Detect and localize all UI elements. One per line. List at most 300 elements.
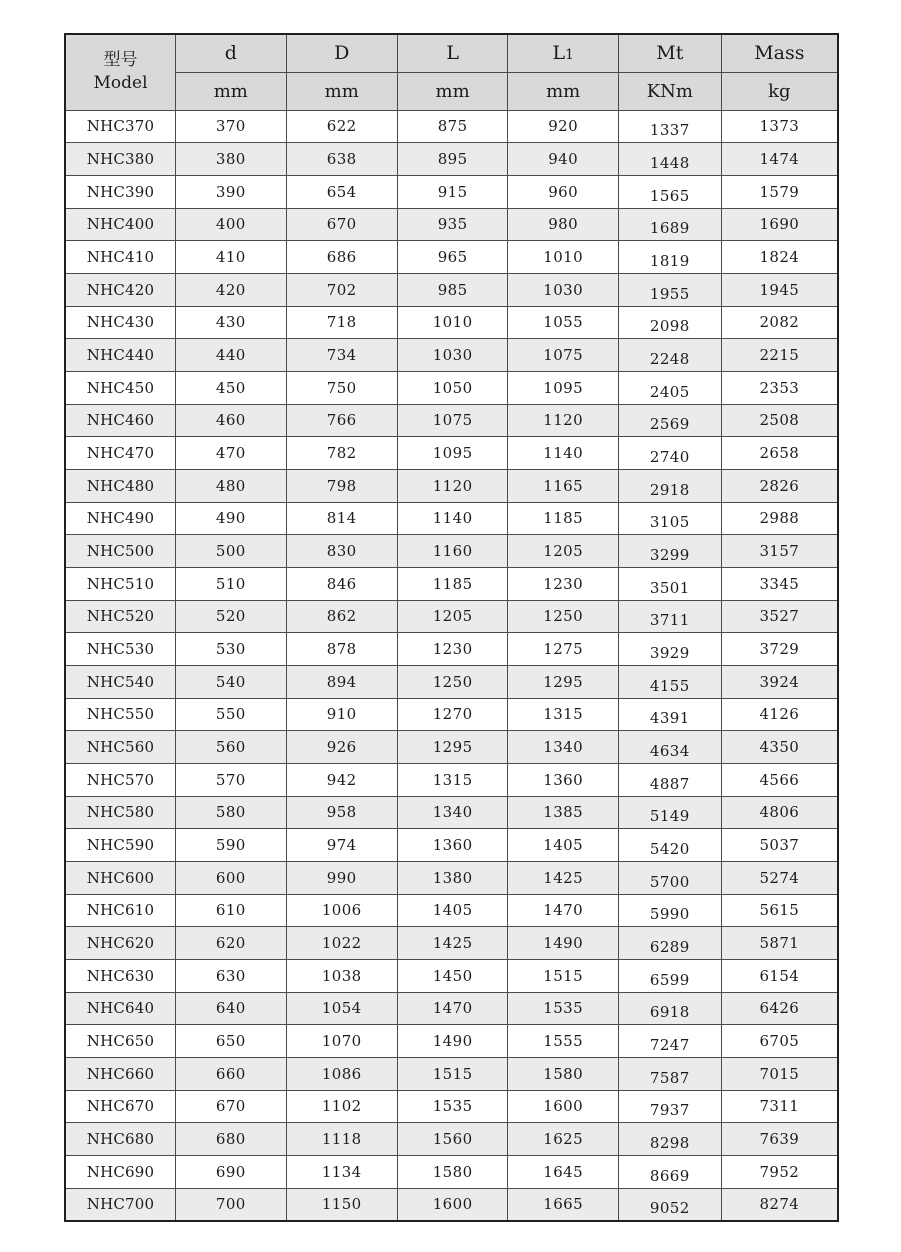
value-cell: 2569: [618, 404, 721, 437]
model-cell: NHC520: [65, 600, 176, 633]
table-row: [65, 927, 838, 960]
value-cell: 1250: [508, 600, 619, 633]
value-cell: 638: [286, 143, 397, 176]
value-cell: 960: [508, 175, 619, 208]
model-cell: NHC670: [65, 1090, 176, 1123]
value-cell: 5274: [721, 861, 838, 894]
value-cell: 1022: [286, 927, 397, 960]
table-body: [65, 110, 838, 1221]
value-cell: 5871: [721, 927, 838, 960]
model-cell: NHC580: [65, 796, 176, 829]
value-cell: 590: [176, 829, 287, 862]
table-row: [65, 175, 838, 208]
value-cell: 4566: [721, 763, 838, 796]
value-cell: 1360: [508, 763, 619, 796]
value-cell: 958: [286, 796, 397, 829]
value-cell: 7247: [618, 1025, 721, 1058]
model-cell: NHC600: [65, 861, 176, 894]
value-cell: 718: [286, 306, 397, 339]
value-cell: 1535: [508, 992, 619, 1025]
model-cell: NHC490: [65, 502, 176, 535]
table-row: [65, 861, 838, 894]
value-cell: 2740: [618, 437, 721, 470]
table-row: [65, 143, 838, 176]
value-cell: 4806: [721, 796, 838, 829]
table-row: [65, 1188, 838, 1221]
model-cell: NHC450: [65, 371, 176, 404]
col-header-label: L: [446, 42, 459, 65]
value-cell: 1425: [508, 861, 619, 894]
value-cell: 570: [176, 763, 287, 796]
model-cell: NHC660: [65, 1057, 176, 1090]
value-cell: 7311: [721, 1090, 838, 1123]
value-cell: 990: [286, 861, 397, 894]
value-cell: 7937: [618, 1090, 721, 1123]
value-cell: 3501: [618, 567, 721, 600]
model-cell: NHC530: [65, 633, 176, 666]
value-cell: 895: [397, 143, 508, 176]
value-cell: 2988: [721, 502, 838, 535]
model-cell: NHC440: [65, 339, 176, 372]
col-header-d: [176, 34, 287, 72]
value-cell: 1315: [397, 763, 508, 796]
value-cell: 1010: [397, 306, 508, 339]
value-cell: 1185: [397, 567, 508, 600]
model-cell: NHC610: [65, 894, 176, 927]
model-cell: NHC370: [65, 110, 176, 143]
value-cell: 1118: [286, 1123, 397, 1156]
value-cell: 766: [286, 404, 397, 437]
value-cell: 2215: [721, 339, 838, 372]
table-row: [65, 633, 838, 666]
value-cell: 798: [286, 469, 397, 502]
value-cell: 5615: [721, 894, 838, 927]
value-cell: 1086: [286, 1057, 397, 1090]
model-cell: NHC640: [65, 992, 176, 1025]
model-cell: NHC390: [65, 175, 176, 208]
unit-header-L: mm: [397, 72, 508, 110]
model-cell: NHC420: [65, 273, 176, 306]
model-cell: NHC510: [65, 567, 176, 600]
value-cell: 915: [397, 175, 508, 208]
value-cell: 935: [397, 208, 508, 241]
unit-header-d: mm: [176, 72, 287, 110]
table-row: [65, 829, 838, 862]
table-row: [65, 371, 838, 404]
table-row: [65, 1025, 838, 1058]
value-cell: 690: [176, 1156, 287, 1189]
model-cell: NHC410: [65, 241, 176, 274]
value-cell: 1555: [508, 1025, 619, 1058]
value-cell: 4126: [721, 698, 838, 731]
value-cell: 3729: [721, 633, 838, 666]
table-row: [65, 959, 838, 992]
value-cell: 1134: [286, 1156, 397, 1189]
value-cell: 654: [286, 175, 397, 208]
value-cell: 686: [286, 241, 397, 274]
value-cell: 6154: [721, 959, 838, 992]
value-cell: 1819: [618, 241, 721, 274]
model-cell: NHC690: [65, 1156, 176, 1189]
value-cell: 1373: [721, 110, 838, 143]
table-row: [65, 241, 838, 274]
table-row: [65, 1123, 838, 1156]
value-cell: 460: [176, 404, 287, 437]
value-cell: 640: [176, 992, 287, 1025]
value-cell: 1385: [508, 796, 619, 829]
value-cell: 1360: [397, 829, 508, 862]
value-cell: 6289: [618, 927, 721, 960]
value-cell: 410: [176, 241, 287, 274]
model-cell: NHC400: [65, 208, 176, 241]
value-cell: 1470: [508, 894, 619, 927]
value-cell: 965: [397, 241, 508, 274]
value-cell: 1945: [721, 273, 838, 306]
value-cell: 862: [286, 600, 397, 633]
value-cell: 500: [176, 535, 287, 568]
model-header-en: Model: [93, 73, 148, 94]
value-cell: 530: [176, 633, 287, 666]
value-cell: 390: [176, 175, 287, 208]
value-cell: 1600: [508, 1090, 619, 1123]
value-cell: 1580: [508, 1057, 619, 1090]
value-cell: 910: [286, 698, 397, 731]
col-header-sub: 1: [565, 47, 574, 64]
value-cell: 1010: [508, 241, 619, 274]
table-row: [65, 600, 838, 633]
col-header-label: D: [334, 42, 350, 65]
model-cell: NHC500: [65, 535, 176, 568]
value-cell: 1565: [618, 175, 721, 208]
value-cell: 670: [286, 208, 397, 241]
value-cell: 370: [176, 110, 287, 143]
value-cell: 1560: [397, 1123, 508, 1156]
model-cell: NHC380: [65, 143, 176, 176]
value-cell: 1690: [721, 208, 838, 241]
col-header-label: L: [552, 42, 566, 65]
value-cell: 2918: [618, 469, 721, 502]
value-cell: 540: [176, 665, 287, 698]
value-cell: 1140: [508, 437, 619, 470]
value-cell: 1150: [286, 1188, 397, 1221]
value-cell: 6599: [618, 959, 721, 992]
model-cell: NHC630: [65, 959, 176, 992]
table-row: [65, 535, 838, 568]
value-cell: 3299: [618, 535, 721, 568]
value-cell: 650: [176, 1025, 287, 1058]
table-row: [65, 469, 838, 502]
value-cell: 420: [176, 273, 287, 306]
value-cell: 2508: [721, 404, 838, 437]
value-cell: 7587: [618, 1057, 721, 1090]
header-row-units: [65, 72, 838, 110]
value-cell: 520: [176, 600, 287, 633]
spec-table: [64, 33, 839, 1222]
value-cell: 1120: [508, 404, 619, 437]
value-cell: 1340: [397, 796, 508, 829]
value-cell: 942: [286, 763, 397, 796]
value-cell: 1095: [397, 437, 508, 470]
value-cell: 1824: [721, 241, 838, 274]
value-cell: 2353: [721, 371, 838, 404]
value-cell: 1050: [397, 371, 508, 404]
value-cell: 4391: [618, 698, 721, 731]
value-cell: 2826: [721, 469, 838, 502]
value-cell: 622: [286, 110, 397, 143]
value-cell: 490: [176, 502, 287, 535]
table-row: [65, 731, 838, 764]
table-row: [65, 339, 838, 372]
value-cell: 670: [176, 1090, 287, 1123]
value-cell: 5420: [618, 829, 721, 862]
value-cell: 1490: [508, 927, 619, 960]
value-cell: 1030: [397, 339, 508, 372]
value-cell: 3929: [618, 633, 721, 666]
value-cell: 1185: [508, 502, 619, 535]
value-cell: 440: [176, 339, 287, 372]
spec-table-container: [64, 33, 839, 1222]
value-cell: 878: [286, 633, 397, 666]
value-cell: 1075: [397, 404, 508, 437]
value-cell: 1230: [508, 567, 619, 600]
col-header-Mt: [618, 34, 721, 72]
value-cell: 5037: [721, 829, 838, 862]
value-cell: 1405: [508, 829, 619, 862]
value-cell: 6705: [721, 1025, 838, 1058]
value-cell: 1102: [286, 1090, 397, 1123]
model-header-cn: 型号: [103, 50, 138, 71]
value-cell: 1295: [508, 665, 619, 698]
value-cell: 2082: [721, 306, 838, 339]
header-row-labels: [65, 34, 838, 72]
model-cell: NHC460: [65, 404, 176, 437]
value-cell: 1055: [508, 306, 619, 339]
value-cell: 1165: [508, 469, 619, 502]
unit-header-Mt: KNm: [618, 72, 721, 110]
value-cell: 480: [176, 469, 287, 502]
col-header-Mass: [721, 34, 838, 72]
value-cell: 620: [176, 927, 287, 960]
col-header-L: [397, 34, 508, 72]
value-cell: 1160: [397, 535, 508, 568]
value-cell: 985: [397, 273, 508, 306]
value-cell: 1580: [397, 1156, 508, 1189]
value-cell: 4634: [618, 731, 721, 764]
value-cell: 1490: [397, 1025, 508, 1058]
value-cell: 1515: [508, 959, 619, 992]
value-cell: 630: [176, 959, 287, 992]
value-cell: 3345: [721, 567, 838, 600]
value-cell: 7015: [721, 1057, 838, 1090]
value-cell: 1645: [508, 1156, 619, 1189]
value-cell: 1205: [508, 535, 619, 568]
value-cell: 4155: [618, 665, 721, 698]
value-cell: 980: [508, 208, 619, 241]
value-cell: 1600: [397, 1188, 508, 1221]
table-row: [65, 796, 838, 829]
table-row: [65, 894, 838, 927]
value-cell: 926: [286, 731, 397, 764]
value-cell: 1230: [397, 633, 508, 666]
value-cell: 1955: [618, 273, 721, 306]
table-header: [65, 34, 838, 110]
col-header-L1: [508, 34, 619, 72]
value-cell: 3105: [618, 502, 721, 535]
table-row: [65, 208, 838, 241]
value-cell: 1474: [721, 143, 838, 176]
value-cell: 1579: [721, 175, 838, 208]
value-cell: 1450: [397, 959, 508, 992]
value-cell: 1270: [397, 698, 508, 731]
table-row: [65, 306, 838, 339]
value-cell: 1275: [508, 633, 619, 666]
value-cell: 450: [176, 371, 287, 404]
value-cell: 1315: [508, 698, 619, 731]
model-cell: NHC560: [65, 731, 176, 764]
unit-header-D: mm: [286, 72, 397, 110]
model-cell: NHC570: [65, 763, 176, 796]
table-row: [65, 665, 838, 698]
value-cell: 875: [397, 110, 508, 143]
value-cell: 1120: [397, 469, 508, 502]
value-cell: 7952: [721, 1156, 838, 1189]
model-cell: NHC550: [65, 698, 176, 731]
value-cell: 3924: [721, 665, 838, 698]
value-cell: 1625: [508, 1123, 619, 1156]
model-cell: NHC480: [65, 469, 176, 502]
value-cell: 680: [176, 1123, 287, 1156]
table-row: [65, 437, 838, 470]
value-cell: 660: [176, 1057, 287, 1090]
value-cell: 4350: [721, 731, 838, 764]
value-cell: 1337: [618, 110, 721, 143]
table-row: [65, 1156, 838, 1189]
value-cell: 5990: [618, 894, 721, 927]
model-cell: NHC540: [65, 665, 176, 698]
table-row: [65, 502, 838, 535]
value-cell: 940: [508, 143, 619, 176]
value-cell: 8669: [618, 1156, 721, 1189]
value-cell: 846: [286, 567, 397, 600]
value-cell: 702: [286, 273, 397, 306]
value-cell: 580: [176, 796, 287, 829]
table-row: [65, 404, 838, 437]
value-cell: 600: [176, 861, 287, 894]
value-cell: 1038: [286, 959, 397, 992]
value-cell: 734: [286, 339, 397, 372]
value-cell: 1425: [397, 927, 508, 960]
col-header-label: Mt: [656, 42, 684, 65]
col-header-label: Mass: [754, 42, 805, 65]
value-cell: 1535: [397, 1090, 508, 1123]
table-row: [65, 110, 838, 143]
value-cell: 920: [508, 110, 619, 143]
unit-header-L1: mm: [508, 72, 619, 110]
value-cell: 510: [176, 567, 287, 600]
value-cell: 430: [176, 306, 287, 339]
value-cell: 1030: [508, 273, 619, 306]
value-cell: 3711: [618, 600, 721, 633]
model-cell: NHC470: [65, 437, 176, 470]
value-cell: 1340: [508, 731, 619, 764]
table-row: [65, 1090, 838, 1123]
col-header-label: d: [224, 42, 237, 65]
value-cell: 1250: [397, 665, 508, 698]
value-cell: 8298: [618, 1123, 721, 1156]
value-cell: 1054: [286, 992, 397, 1025]
value-cell: 6426: [721, 992, 838, 1025]
value-cell: 1095: [508, 371, 619, 404]
value-cell: 1448: [618, 143, 721, 176]
model-cell: NHC700: [65, 1188, 176, 1221]
table-row: [65, 992, 838, 1025]
model-cell: NHC590: [65, 829, 176, 862]
value-cell: 550: [176, 698, 287, 731]
value-cell: 7639: [721, 1123, 838, 1156]
value-cell: 1470: [397, 992, 508, 1025]
table-row: [65, 273, 838, 306]
value-cell: 1295: [397, 731, 508, 764]
value-cell: 700: [176, 1188, 287, 1221]
value-cell: 8274: [721, 1188, 838, 1221]
value-cell: 3527: [721, 600, 838, 633]
value-cell: 5700: [618, 861, 721, 894]
value-cell: 610: [176, 894, 287, 927]
value-cell: 974: [286, 829, 397, 862]
value-cell: 380: [176, 143, 287, 176]
value-cell: 1515: [397, 1057, 508, 1090]
value-cell: 1070: [286, 1025, 397, 1058]
value-cell: 2658: [721, 437, 838, 470]
value-cell: 5149: [618, 796, 721, 829]
model-cell: NHC620: [65, 927, 176, 960]
model-cell: NHC650: [65, 1025, 176, 1058]
value-cell: 3157: [721, 535, 838, 568]
value-cell: 830: [286, 535, 397, 568]
value-cell: 1006: [286, 894, 397, 927]
value-cell: 9052: [618, 1188, 721, 1221]
value-cell: 750: [286, 371, 397, 404]
value-cell: 470: [176, 437, 287, 470]
value-cell: 6918: [618, 992, 721, 1025]
value-cell: 894: [286, 665, 397, 698]
value-cell: 1075: [508, 339, 619, 372]
model-column-header: [65, 34, 176, 110]
unit-header-Mass: kg: [721, 72, 838, 110]
value-cell: 1405: [397, 894, 508, 927]
table-row: [65, 1057, 838, 1090]
value-cell: 4887: [618, 763, 721, 796]
col-header-D: [286, 34, 397, 72]
value-cell: 560: [176, 731, 287, 764]
value-cell: 814: [286, 502, 397, 535]
value-cell: 1205: [397, 600, 508, 633]
table-row: [65, 567, 838, 600]
value-cell: 1140: [397, 502, 508, 535]
value-cell: 1380: [397, 861, 508, 894]
model-cell: NHC680: [65, 1123, 176, 1156]
model-cell: NHC430: [65, 306, 176, 339]
value-cell: 2098: [618, 306, 721, 339]
value-cell: 400: [176, 208, 287, 241]
value-cell: 782: [286, 437, 397, 470]
table-row: [65, 698, 838, 731]
value-cell: 2248: [618, 339, 721, 372]
value-cell: 1665: [508, 1188, 619, 1221]
value-cell: 2405: [618, 371, 721, 404]
table-row: [65, 763, 838, 796]
value-cell: 1689: [618, 208, 721, 241]
